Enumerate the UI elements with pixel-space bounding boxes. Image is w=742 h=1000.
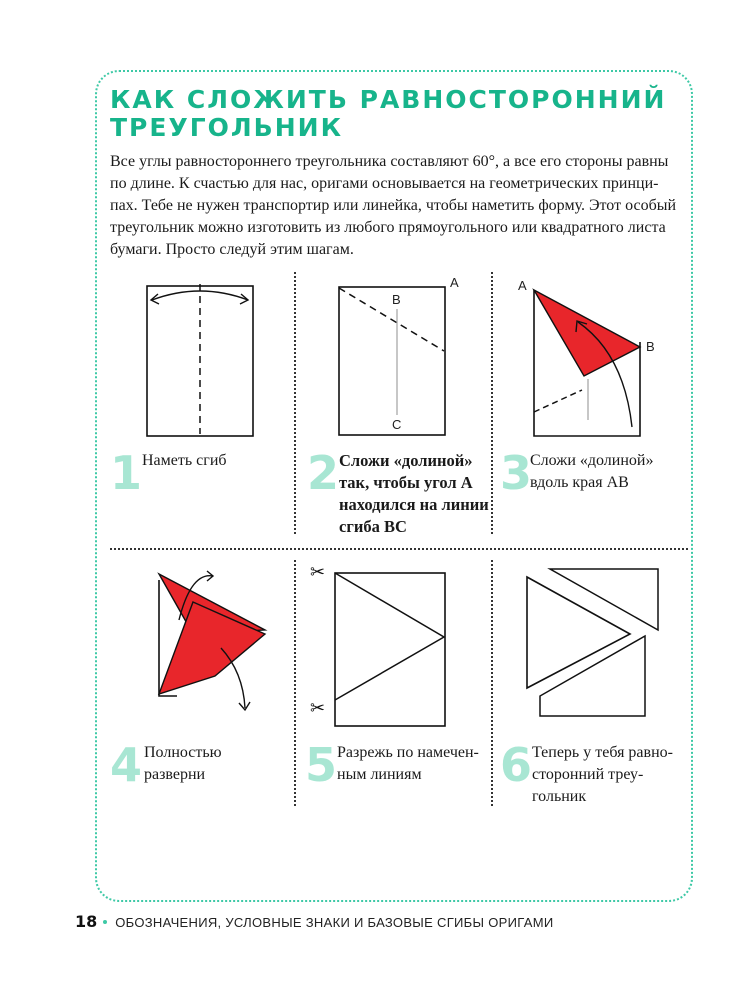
scissors-icon: ✂ [310,698,326,719]
page-number: 18 [75,912,98,931]
caption-line: разверни [144,766,206,783]
caption-line: Полностью [144,744,222,761]
page-title [110,86,666,142]
caption-line: Наметь сгиб [142,452,227,469]
column-divider [491,272,493,534]
page-footer [75,912,553,932]
step-number: 4 [110,738,143,792]
row-divider [110,548,688,550]
label-c: C [392,417,402,432]
step-number: 6 [500,738,533,792]
label-b: B [392,292,401,307]
step-6-diagram [520,566,660,726]
footer-dot-icon [103,920,107,924]
label-b: B [646,339,655,354]
step-number: 2 [307,446,340,500]
step-number: 5 [305,738,338,792]
scissors-icon: ✂ [310,562,326,583]
label-a: A [518,278,527,293]
step-caption [339,450,489,538]
step-number: 1 [110,446,143,500]
caption-line: вдоль края AB [530,474,629,491]
step-5-diagram [308,560,458,735]
footer-running-title: ОБОЗНАЧЕНИЯ, УСЛОВНЫЕ ЗНАКИ И БАЗОВЫЕ СГИБЫ ОРИГАМИ [115,915,554,930]
column-divider [294,272,296,534]
step-4-diagram [135,568,285,718]
intro-line: пах. Тебе не нужен транспортир или линейка, чтобы наметить форму. Этот особый [110,197,677,214]
step-number: 3 [500,446,533,500]
caption-line: Сложи «долиной» [530,452,654,469]
step-3-diagram [512,272,662,442]
step-caption [337,742,479,786]
step-caption [530,450,653,494]
intro-line: бумаги. Просто следуй этим шагам. [110,241,354,258]
caption-line: Теперь у тебя равно- [532,744,673,761]
intro-paragraph [110,151,682,261]
caption-line: ным линиям [337,766,422,783]
caption-line: сторонний треу- [532,766,644,783]
caption-line: гольник [532,788,587,805]
caption-line: так, чтобы угол A [339,473,473,492]
intro-line: Все углы равностороннего треугольника составляют 60°, а все его стороны равны [110,153,669,170]
caption-line: Сложи «долиной» [339,451,473,470]
step-2-diagram [330,275,470,440]
caption-line: находился на линии [339,495,489,514]
caption-line: Разрежь по намечен- [337,744,479,761]
step-1-diagram [140,280,270,440]
intro-line: по длине. К счастью для нас, оригами основывается на геометрических принци- [110,175,659,192]
step-caption [144,742,222,786]
title-line-2: ТРЕУГОЛЬНИК [110,113,344,142]
step-caption [532,742,673,808]
column-divider [491,560,493,806]
intro-line: треугольник можно изготовить из любого прямоугольного или квадратного листа [110,219,666,236]
title-line-1: КАК СЛОЖИТЬ РАВНОСТОРОННИЙ [110,85,667,114]
label-a: A [450,275,459,290]
step-caption [142,450,227,472]
column-divider [294,560,296,806]
caption-line: сгиба BC [339,517,407,536]
